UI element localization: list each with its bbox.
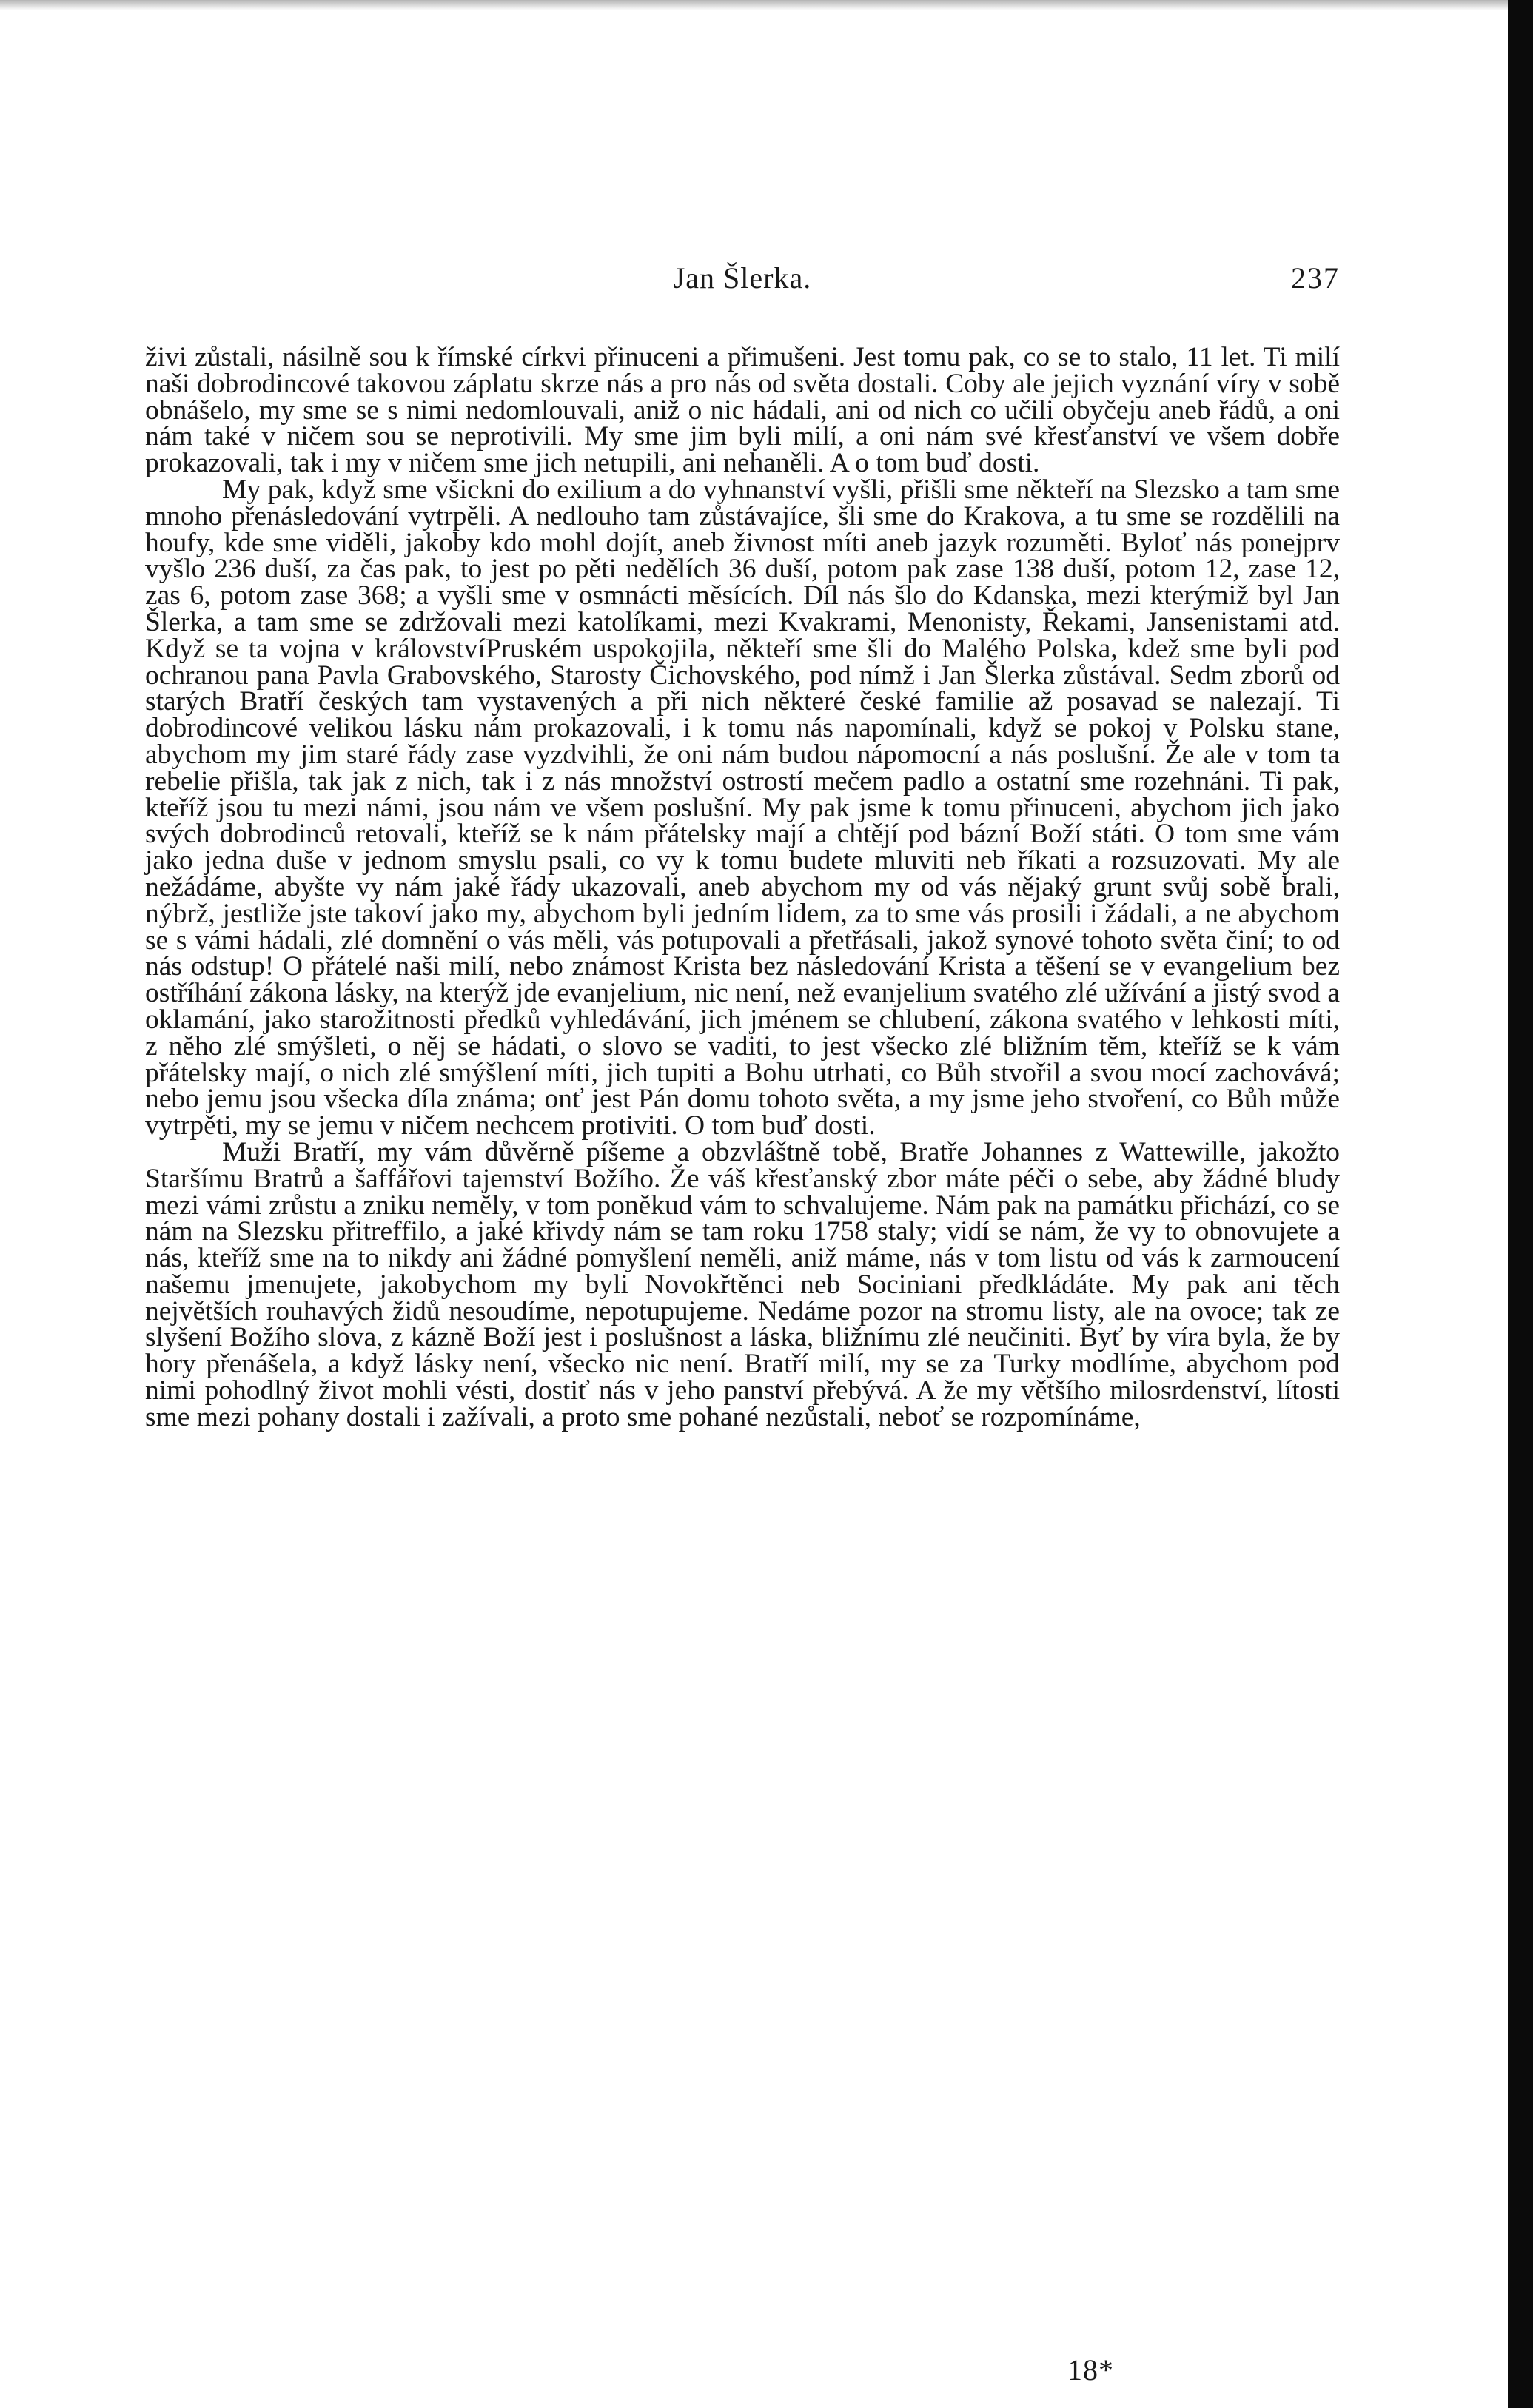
printer-signature-mark: 18*: [1067, 2353, 1114, 2387]
page-number: 237: [1291, 261, 1340, 295]
body-text: [145, 344, 1340, 1431]
paragraph-3: Muži Bratří, my vám důvěrně píšeme a obzvláštně tobě, Bratře Johannes z Wattewille, jakožto Staršímu Bratrů a šaffářovi tajemství Božího. Že váš křesťanský zbor máte péči o sebe, aby žádné bludy mezi vámi zrůstu a zniku neměly, v tom poněkud vám to schvalujeme. Nám pak na památku přichází, co se nám na Slezsku přitreffilo, a jaké křivdy nám se tam roku 1758 staly; vidí se nám, že vy to obnovujete a nás, kteříž sme na to nikdy ani žádné pomyšlení neměli, aniž máme, nás v tom listu od vás k zarmoucení našemu jmenujete, jakobychom my byli Novokřtěnci neb Sociniani předkládáte. My pak ani těch největších rouhavých židů nesoudíme, nepotupujeme. Nedáme pozor na stromu listy, ale na ovoce; tak ze slyšení Božího slova, z kázně Boží jest i poslušnost a láska, bližnímu zlé neučiniti. Byť by víra byla, že by hory přenášela, a když lásky není, všecko nic není. Bratří milí, my se za Turky modlíme, abychom pod nimi pohodlný život mohli vésti, dostiť nás v jeho panství přebývá. A že my většího milosrdenství, lítosti sme mezi pohany dostali i zažívali, a proto sme pohané nezůstali, neboť se rozpomínáme,: [145, 1136, 1340, 1432]
paragraph-2: My pak, když sme všickni do exilium a do vyhnanství vyšli, přišli sme někteří na Slezsko a tam sme mnoho přenásledování vytrpěli. A nedlouho tam zůstávajíce, šli sme do Krakova, a tu sme se rozdělili na houfy, kde sme viděli, jakoby kdo mohl dojít, aneb živnost míti aneb jazyk rozuměti. Byloť nás ponejprv vyšlo 236 duší, za čas pak, to jest po pěti nedělích 36 duší, potom pak zase 138 duší, potom 12, zase 12, zas 6, potom zase 368; a vyšli sme v osmnácti měsících. Díl nás šlo do Kdanska, mezi kterýmiž byl Jan Šlerka, a tam sme se zdržovali mezi katolíkami, mezi Kvakrami, Menonisty, Řekami, Jansenistami atd. Když se ta vojna v královstvíPruském uspokojila, někteří sme šli do Malého Polska, kdež sme byli pod ochranou pana Pavla Grabovského, Starosty Čichovského, pod nímž i Jan Šlerka zůstával. Sedm zborů od starých Bratří českých tam vystavených a při nich některé české familie až posavad se nalezají. Ti dobrodincové velikou lásku nám prokazovali, i k tomu nás napomínali, když se pokoj v Polsku stane, abychom my jim staré řády zase vyzdvihli, že oni nám budou nápomocní a nás poslušní. Že ale v tom ta rebelie přišla, tak jak z nich, tak i z nás množství ostrostí mečem padlo a ostatní sme rozehnáni. Ti pak, kteříž jsou tu mezi námi, jsou nám ve všem poslušní. My pak jsme k tomu přinuceni, abychom jich jako svých dobrodinců retovali, kteříž se k nám přátelsky mají a chtějí pod bázní Boží státi. O tom sme vám jako jedna duše v jednom smyslu psali, co vy k tomu budete mluviti neb říkati a rozsuzovati. My ale nežádáme, abyšte vy nám jaké řády ukazovali, aneb abychom my od vás nějaký grunt svůj sobě brali, nýbrž, jestliže jste takoví jako my, abychom byli jedním lidem, za to sme vás prosili i žádali, a ne abychom se s vámi hádali, zlé domnění o vás měli, vás potupovali a přetřásali, jakož synové tohoto světa činí; to od nás odstup! O přátelé naši milí, nebo známost Krista bez následování Krista a těšení se v evangelium bez ostříhání zákona lásky, na kterýž jde evanjelium, nic není, než evanjelium svatého zlé užívání a jistý svod a oklamání, jako starožitnosti předků vyhledávání, jich jménem se chlubení, zákona svatého v lehkosti míti, z něho zlé smýšleti, o něj se hádati, o slovo se vaditi, to jest všecko zlé bližním těm, kteříž se k vám přátelsky mají, o nich zlé smýšlení míti, jich tupiti a Bohu utrhati, co Bůh stvořil a svou mocí zachovává; nebo jemu jsou všecka díla známa; onť jest Pán domu tohoto světa, a my jsme jeho stvoření, co Bůh může vytrpěti, my se jemu v ničem nechcem protiviti. O tom buď dosti.: [145, 474, 1340, 1141]
running-title: Jan Šlerka.: [673, 261, 812, 295]
page-header: [145, 261, 1340, 305]
scan-right-border: [1508, 0, 1533, 2408]
paragraph-1: živi zůstali, násilně sou k římské církvi přinuceni a přimušeni. Jest tomu pak, co se to stalo, 11 let. Ti milí naši dobrodincové takovou záplatu skrze nás a pro nás od světa dostali. Coby ale jejich vyznání víry v sobě obnášelo, my sme se s nimi nedomlouvali, aniž o nic hádali, ani od nich co učili obyčeju aneb řádů, a oni nám také v ničem sou se neprotivili. My sme jim byli milí, a oni nám své křesťanství ve všem dobře prokazovali, tak i my v ničem sme jich netupili, ani nehaněli. A o tom buď dosti.: [145, 342, 1340, 479]
scan-top-edge: [0, 0, 1533, 10]
